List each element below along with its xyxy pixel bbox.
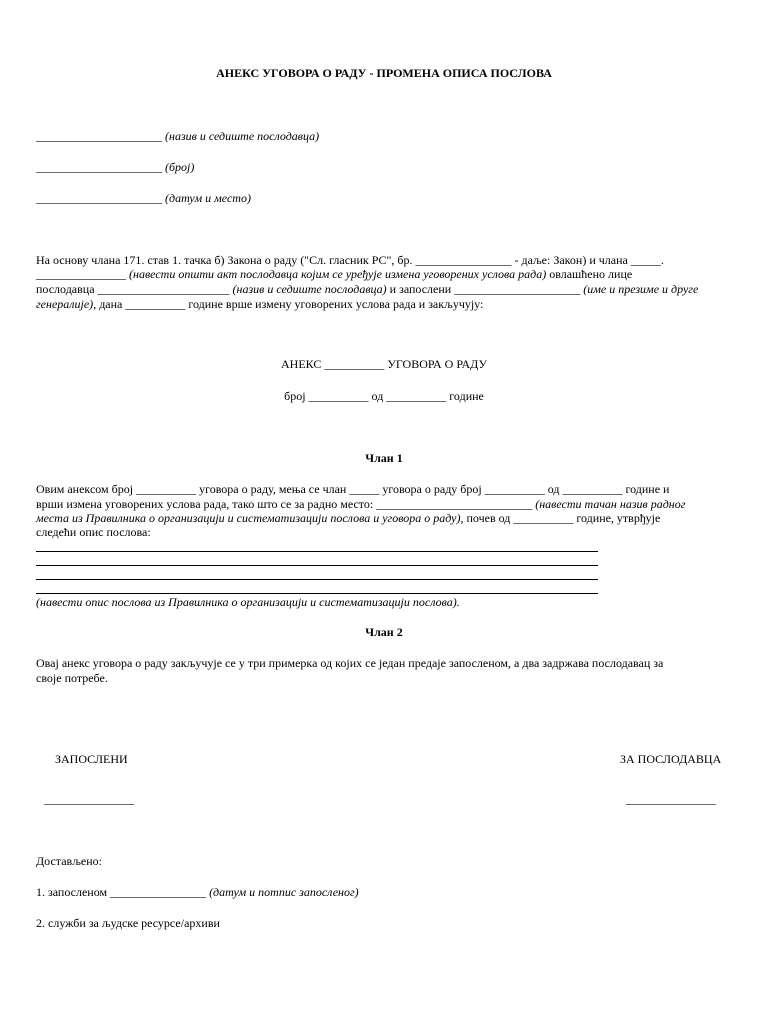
intro-text: и запослени _____________________ bbox=[386, 282, 584, 296]
description-blank-line bbox=[36, 565, 598, 566]
delivered-text: 1. запосленом ________________ bbox=[36, 885, 210, 899]
field-hint: места из Правилника о организацији и систематизацији послова и уговора о раду), bbox=[36, 511, 464, 525]
blank-line: _______________ bbox=[36, 267, 129, 281]
intro-line-2 bbox=[36, 267, 632, 282]
annex-number-line: број __________ од __________ године bbox=[284, 389, 484, 403]
description-blank-line bbox=[36, 551, 598, 552]
intro-line-3 bbox=[36, 282, 698, 297]
employee-signature-line: _______________ bbox=[44, 792, 134, 806]
article-1-line-1: Овим анексом број __________ уговора о раду, мења се члан _____ уговора о раду број __________ од __________ године и bbox=[36, 482, 670, 496]
field-hint: (назив и седиште послодавца) bbox=[232, 282, 387, 296]
intro-line-4 bbox=[36, 297, 483, 312]
description-blank-line bbox=[36, 579, 598, 580]
article-1-line-4: следећи опис послова: bbox=[36, 525, 151, 539]
field-hint: (навести општи акт послодавца којим се уређује измена уговорених услова рада) bbox=[129, 267, 547, 281]
intro-text: , дана __________ године врше измену уговорених услова рада и закључују: bbox=[93, 297, 484, 311]
employee-signature-label: ЗАПОСЛЕНИ bbox=[55, 752, 128, 766]
blank-line: _____________________ bbox=[36, 129, 162, 143]
field-hint: (датум и место) bbox=[165, 191, 251, 205]
article-text: врши измена уговорених услова рада, тако што се за радно место: __________________________ bbox=[36, 497, 536, 511]
article-1-heading: Члан 1 bbox=[365, 451, 403, 465]
intro-text: овлашћено лице bbox=[546, 267, 633, 281]
article-text: почев од __________ године, утврђује bbox=[463, 511, 661, 525]
number-field bbox=[36, 160, 194, 175]
field-hint: (датум и потпис запосленог) bbox=[209, 885, 359, 899]
blank-line: _____________________ bbox=[36, 191, 162, 205]
article-1-line-3 bbox=[36, 511, 660, 526]
employer-signature-label: ЗА ПОСЛОДАВЦА bbox=[620, 752, 722, 766]
blank-line: _____________________ bbox=[36, 160, 162, 174]
delivered-heading: Достављено: bbox=[36, 854, 102, 868]
field-hint: (име и презиме и друге bbox=[583, 282, 699, 296]
intro-text: послодавца ______________________ bbox=[36, 282, 233, 296]
field-hint: генералије) bbox=[36, 297, 94, 311]
article-2-heading: Члан 2 bbox=[365, 625, 403, 639]
article-2-line-1: Овај анекс уговора о раду закључује се у три примерка од којих се један предаје запосленом, а два задржава послодавац за bbox=[36, 656, 664, 670]
document-title: АНЕКС УГОВОРА О РАДУ - ПРОМЕНА ОПИСА ПОСЛОВА bbox=[216, 66, 552, 80]
delivered-item-1 bbox=[36, 885, 359, 900]
intro-line-1: На основу члана 171. став 1. тачка б) Закона о раду ("Сл. гласник РС", бр. ________________ - даље: Закон) и члана _____. bbox=[36, 253, 664, 267]
article-1-line-2 bbox=[36, 497, 685, 512]
annex-heading: АНЕКС __________ УГОВОРА О РАДУ bbox=[281, 357, 487, 371]
field-hint: (навести тачан назив радног bbox=[535, 497, 686, 511]
field-hint: (број) bbox=[165, 160, 195, 174]
description-hint: (навести опис послова из Правилника о организацији и систематизацији послова). bbox=[36, 595, 460, 609]
field-hint: (назив и седиште послодавца) bbox=[165, 129, 320, 143]
date-place-field bbox=[36, 191, 251, 206]
article-2-line-2: своје потребе. bbox=[36, 671, 108, 685]
delivered-item-2: 2. служби за људске ресурсе/архиви bbox=[36, 916, 220, 930]
employer-name-field bbox=[36, 129, 319, 144]
employer-signature-line: _______________ bbox=[626, 792, 716, 806]
description-blank-line bbox=[36, 593, 598, 594]
